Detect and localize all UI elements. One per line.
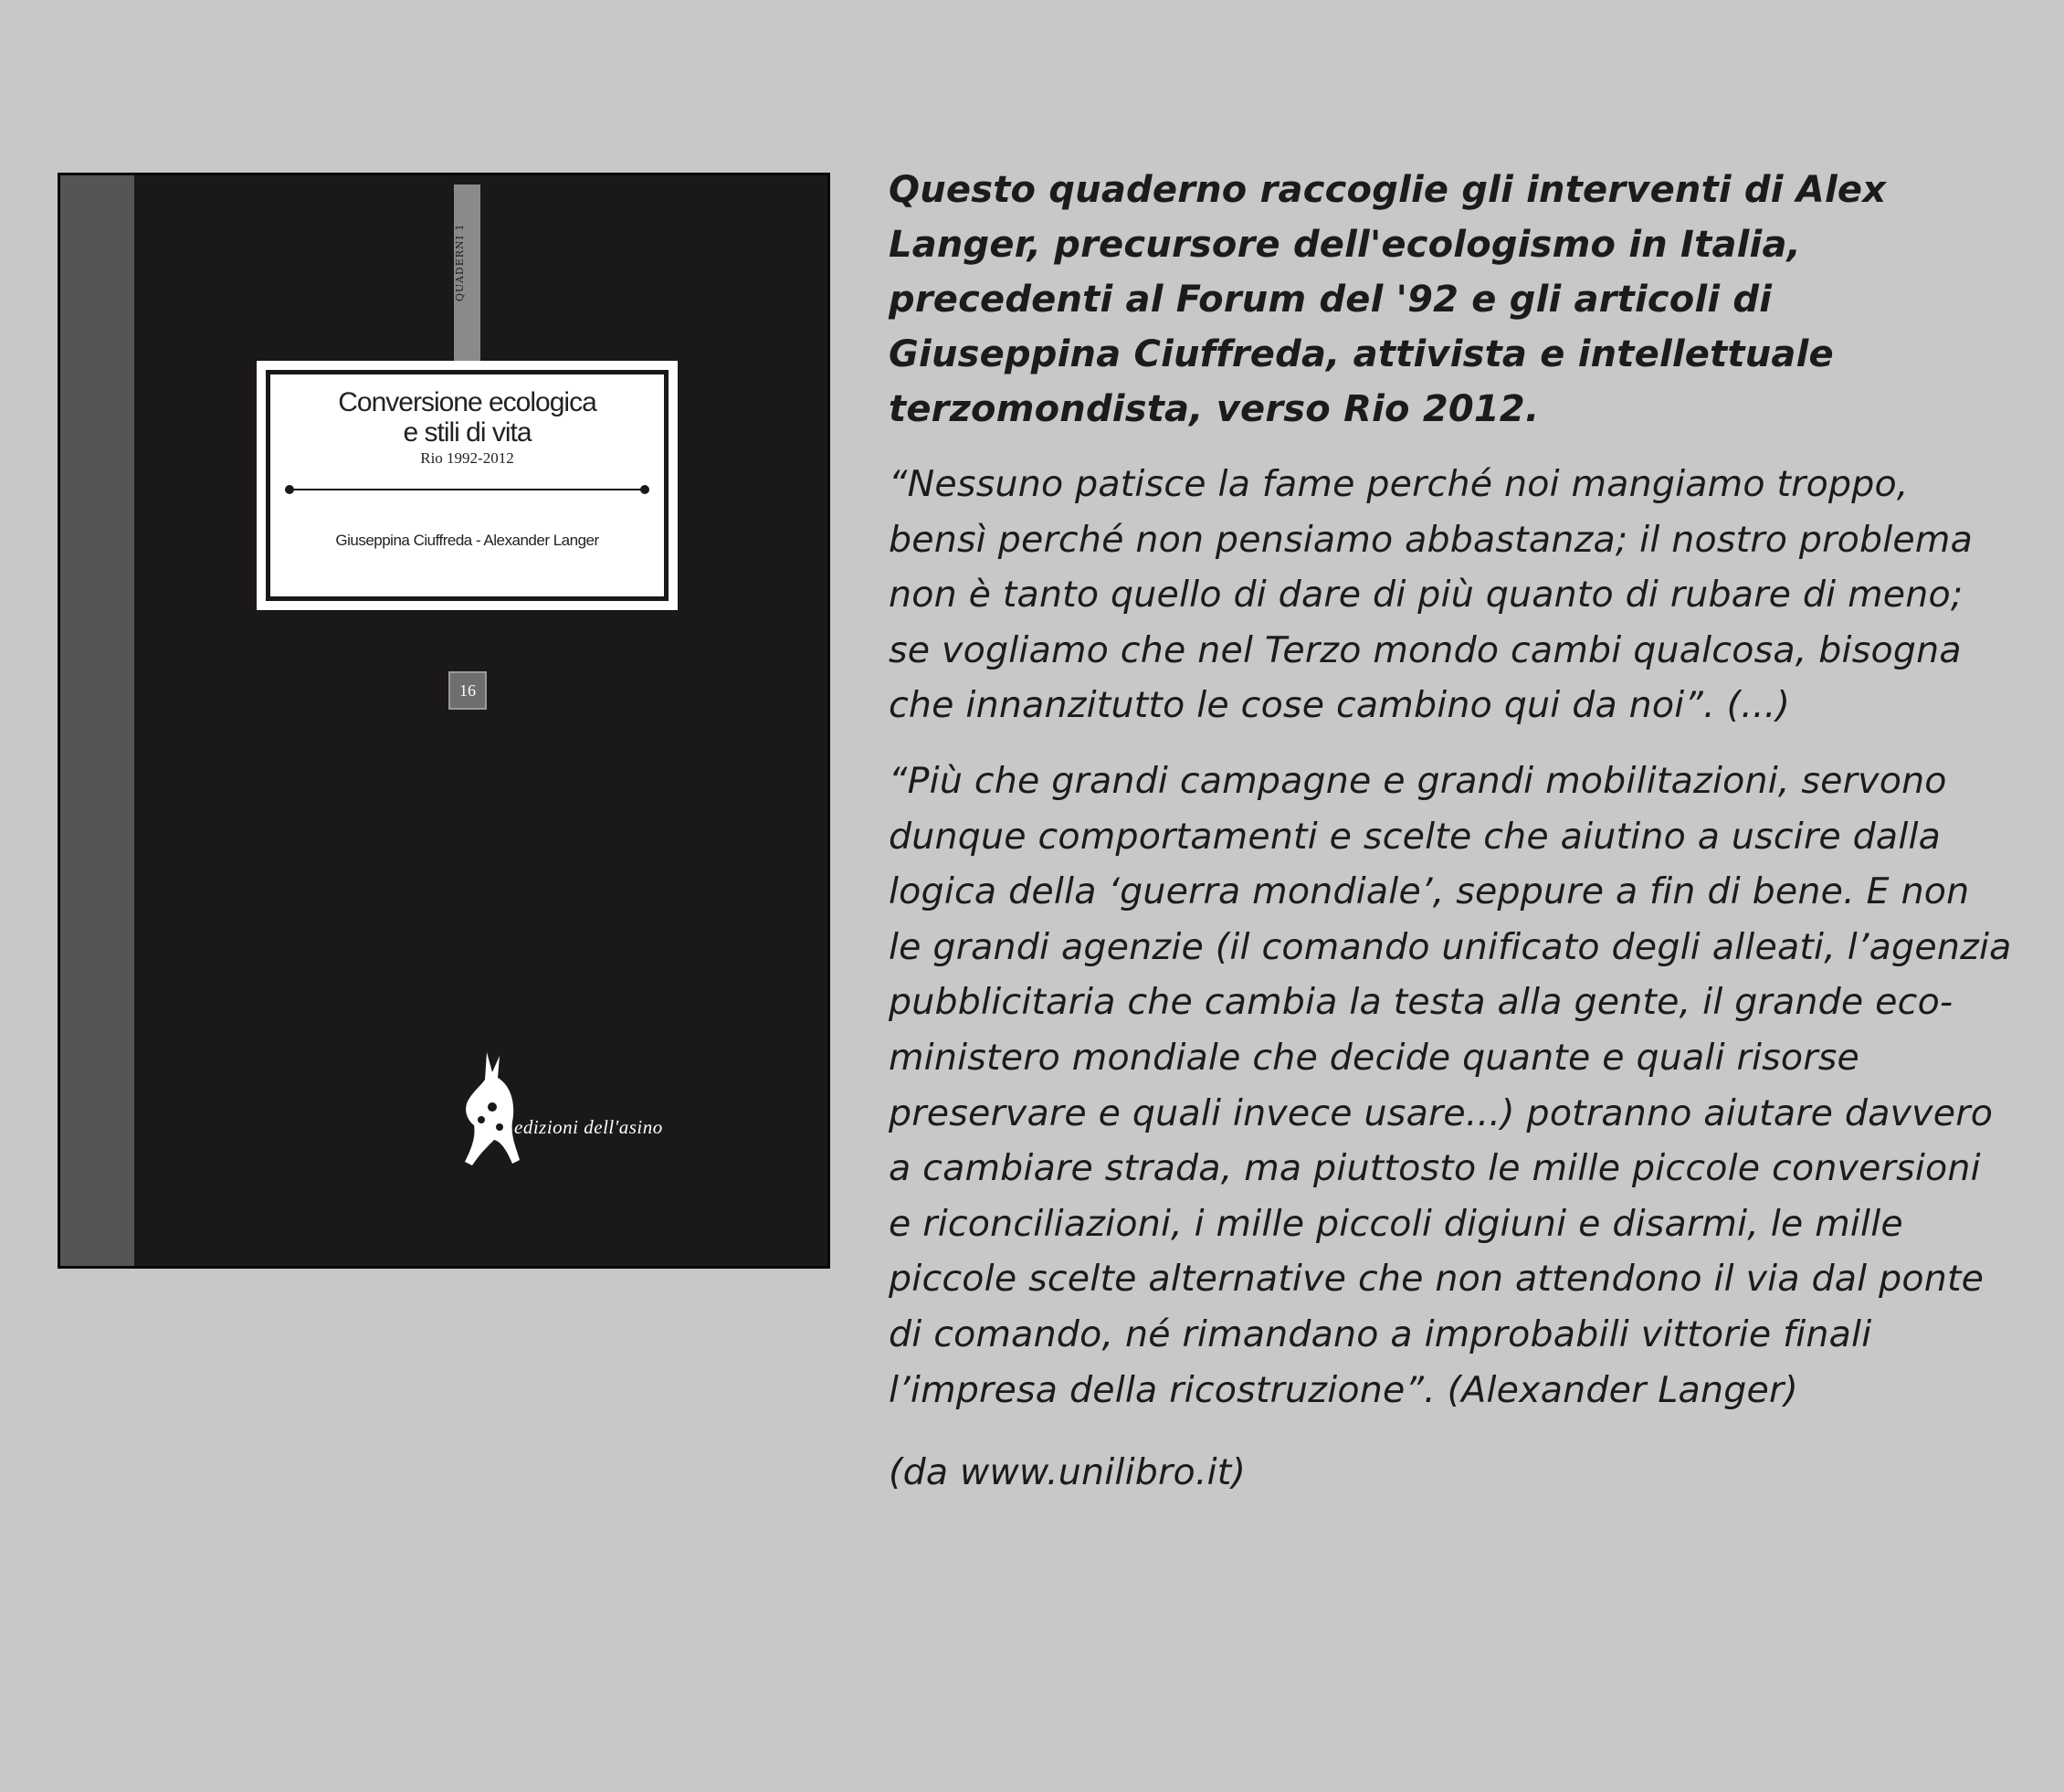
cover-rule xyxy=(287,489,648,490)
cover-spine xyxy=(60,175,134,1266)
intro-paragraph: Questo quaderno raccoglie gli interventi di Alex Langer, precursore dell'ecologismo in Italia, precedenti al Forum del '92 e gli articoli di Giuseppina Ciuffreda, attivista e intellettuale terzomondista, verso Rio 2012. xyxy=(889,169,1887,430)
cover-number-badge: 16 xyxy=(448,671,487,710)
cover-title-line2: e stili di vita xyxy=(403,417,532,448)
cover-authors: Giuseppina Ciuffreda - Alexander Langer xyxy=(335,532,599,549)
cover-title xyxy=(270,387,664,448)
cover-publisher: edizioni dell'asino xyxy=(514,1116,663,1138)
cover-title-label xyxy=(257,361,678,610)
book-cover xyxy=(58,173,830,1269)
source-note: (da www.unilibro.it) xyxy=(889,1451,1247,1494)
cover-title-line1: Conversione ecologica xyxy=(338,387,596,417)
quote-paragraph-1: “Nessuno patisce la fame perché noi mangiamo troppo, bensì perché non pensiamo abbastanza; il nostro problema non è tanto quello di dare di più quanto di rubare di meno; se vogliamo che nel Terzo mondo cambi qualcosa, bisogna che innanzitutto le cose cambino qui da noi”. (...) xyxy=(889,463,1974,727)
quote-paragraph-2: “Più che grandi campagne e grandi mobilitazioni, servono dunque comportamenti e scelte che aiutino a uscire dalla logica della ‘guerra mondiale’, seppure a fin di bene. E non le grandi agenzie (il comando unificato degli alleati, l’agenzia pubblicitaria che cambia la testa alla gente, il grande eco-ministero mondiale che decide quante e quali risorse preservare e quali invece usare...) potranno aiutare davvero a cambiare strada, ma piuttosto le mille piccole conversioni e riconciliazioni, i mille piccoli digiuni e disarmi, le mille piccole scelte alternative che non attendono il via dal ponte di comando, né rimandano a improbabili vittorie finali l’impresa della ricostruzione”. (Alexander Langer) xyxy=(889,759,2012,1411)
description-column xyxy=(889,163,2012,1501)
cover-series-label: QUADERNI 1 xyxy=(454,223,466,301)
donkey-logo-icon xyxy=(459,1052,523,1171)
cover-title-frame xyxy=(266,370,669,601)
cover-subtitle: Rio 1992-2012 xyxy=(420,449,514,467)
